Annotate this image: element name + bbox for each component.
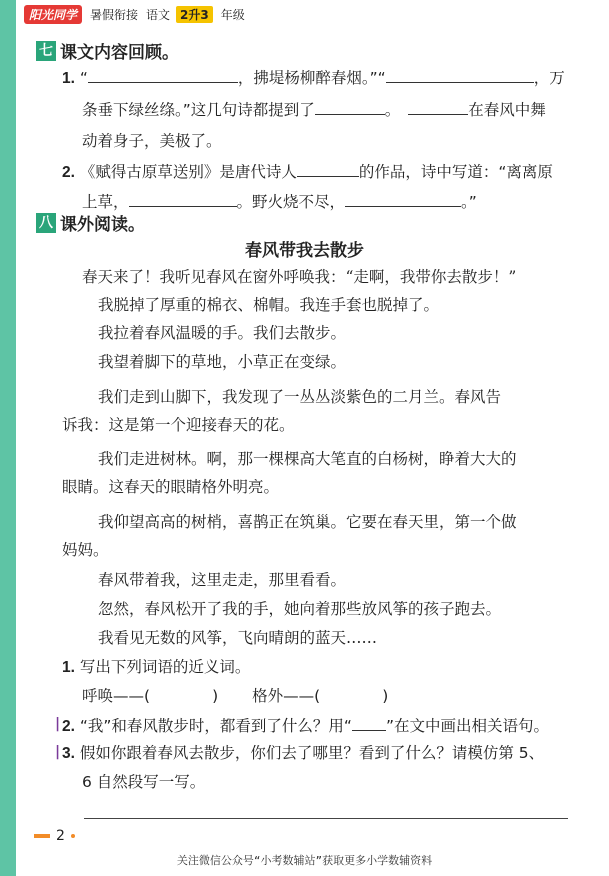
text: 在春风中舞	[468, 101, 546, 119]
answer-blank[interactable]	[345, 190, 461, 207]
q8-3-line2: 6 自然段写一写。	[82, 773, 206, 791]
text: 。	[384, 101, 401, 119]
answer-blank[interactable]	[297, 160, 359, 177]
paragraph: 我望着脚下的草地，小草正在变绿。	[98, 353, 347, 371]
q8-2-number: 2.	[62, 718, 75, 735]
section-7-title: 课文内容回顾。	[60, 43, 179, 63]
paragraph: 我脱掉了厚重的棉衣、棉帽。我连手套也脱掉了。	[98, 296, 440, 314]
q7-1-line1	[62, 66, 565, 90]
question-text: ”在文中画出相关语句。	[385, 717, 549, 735]
writing-line[interactable]	[84, 818, 568, 819]
word-prompt: 呼唤——(	[82, 687, 151, 705]
q8-1-number: 1.	[62, 659, 75, 676]
answer-blank[interactable]	[129, 190, 237, 207]
paragraph: 我们走进树林。啊，那一棵棵高大笔直的白杨树，睁着大大的	[98, 450, 517, 468]
brand-logo: 阳光同学	[24, 5, 82, 24]
margin-marker: |	[55, 716, 61, 732]
margin-marker: |	[55, 744, 61, 760]
q8-1-answers	[82, 685, 388, 707]
header	[24, 4, 245, 24]
q7-1-number: 1.	[62, 70, 75, 87]
text: 的作品，诗中写道：“离离原	[358, 163, 553, 181]
word-prompt: 格外——(	[252, 687, 321, 705]
text: ，拂堤杨柳醉春烟。”“	[237, 69, 386, 87]
paragraph: 春风带着我，这里走走，那里看看。	[98, 571, 347, 589]
question-text: 假如你跟着春风去散步，你们去了哪里？看到了什么？请模仿第 5、	[79, 744, 545, 762]
header-subject: 暑假衔接	[90, 7, 139, 22]
text: “	[79, 69, 88, 87]
text: 《赋得古原草送别》是唐代诗人	[79, 163, 297, 181]
grade-suffix: 年级	[220, 7, 245, 22]
q8-1	[62, 656, 250, 679]
section-7-heading	[36, 38, 179, 63]
q7-1-line2	[82, 98, 546, 121]
text: 。野火烧不尽，	[236, 193, 346, 211]
paragraph: 我看见无数的风筝，飞向晴朗的蓝天……	[98, 629, 378, 647]
passage-title: 春风带我去散步	[245, 241, 364, 261]
paragraph-continued: 诉我：这是第一个迎接春天的花。	[62, 416, 295, 434]
section-8-title: 课外阅读。	[60, 215, 145, 235]
paragraph-continued: 妈妈。	[62, 541, 109, 559]
section-7-number: 七	[36, 41, 56, 61]
section-8-heading	[36, 210, 145, 235]
page-dot-decoration	[71, 834, 75, 838]
paragraph: 我们走到山脚下，我发现了一丛丛淡紫色的二月兰。春风告	[98, 388, 502, 406]
page-number-text: 2	[56, 828, 65, 844]
question-text: 写出下列词语的近义词。	[79, 658, 251, 676]
q7-1-line3: 动着身子，美极了。	[82, 132, 222, 150]
text: ，万	[533, 69, 565, 87]
grade-badge: 2升3	[176, 6, 213, 23]
underline-sample	[352, 714, 386, 731]
left-color-strip	[0, 0, 16, 876]
q7-2-number: 2.	[62, 164, 75, 181]
text: )	[212, 687, 219, 705]
paragraph-continued: 眼睛。这春天的眼睛格外明亮。	[62, 478, 280, 496]
text: 。”	[461, 193, 477, 211]
answer-blank[interactable]	[386, 66, 534, 83]
footer-note: 关注微信公众号“小考数辅站”获取更多小学数辅资料	[176, 854, 433, 867]
q7-2-line1	[62, 160, 553, 184]
question-text: “我”和春风散步时，都看到了什么？用“	[79, 717, 352, 735]
header-subject-chinese: 语文	[146, 7, 171, 22]
paragraph: 我拉着春风温暖的手。我们去散步。	[98, 324, 347, 342]
answer-blank[interactable]	[88, 66, 238, 83]
paragraph: 我仰望高高的树梢，喜鹊正在筑巢。它要在春天里，第一个做	[98, 513, 517, 531]
paragraph: 春天来了！我听见春风在窗外呼唤我：“走啊，我带你去散步！”	[82, 268, 517, 286]
answer-blank[interactable]	[315, 98, 385, 115]
page-number	[34, 828, 75, 844]
q8-2	[62, 714, 549, 738]
section-8-number: 八	[36, 213, 56, 233]
text: )	[382, 687, 389, 705]
paragraph: 忽然，春风松开了我的手，她向着那些放风筝的孩子跑去。	[98, 600, 502, 618]
q8-3-number: 3.	[62, 745, 75, 762]
text: 上草，	[82, 193, 129, 211]
text: 条垂下绿丝绦。”这几句诗都提到了	[82, 101, 315, 119]
answer-blank[interactable]	[408, 98, 468, 115]
q8-3-line1	[62, 742, 544, 765]
page-dash-decoration	[34, 834, 50, 838]
